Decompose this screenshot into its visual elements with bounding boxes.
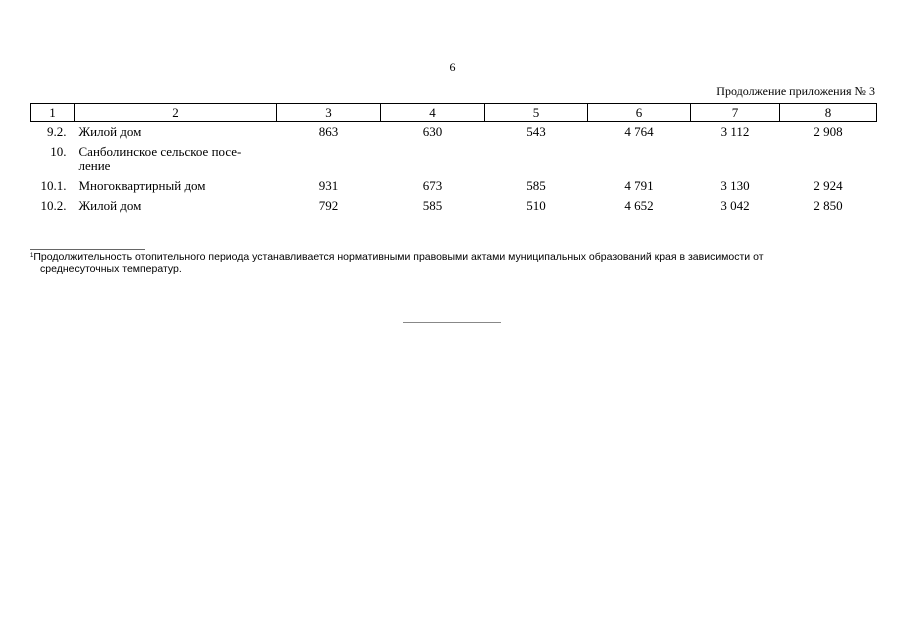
column-header: 8 [780,104,877,122]
cell-value: 863 [318,124,339,139]
footnote-marker: 1 [30,253,34,259]
end-divider [403,322,501,323]
cell-value: 3 042 [720,198,750,213]
cell-value: 2 924 [813,178,843,193]
table-row [31,196,877,216]
footnote-text: Продолжительность отопительного периода устанавливается нормативными правовыми актами муниципальных образований края в зависимости от [33,251,764,263]
column-header: 1 [31,104,75,122]
cell-value: 4 652 [624,198,654,213]
footnote-divider [30,249,145,250]
continuation-label: Продолжение приложения № 3 [716,84,875,98]
column-header: 4 [381,104,485,122]
cell-value: 4 791 [624,178,654,193]
row-name: Жилой дом [78,198,142,213]
row-name: Многоквартирный дом [78,178,206,193]
table-header-row [31,104,877,122]
row-name: Жилой дом [78,124,142,139]
cell-value: 4 764 [624,124,654,139]
cell-value: 585 [526,178,546,193]
cell-value: 585 [422,198,443,213]
data-table [30,103,877,216]
table-row [31,176,877,196]
cell-value: 3 130 [720,178,750,193]
row-name-line: Санболинское сельское посе- [78,144,242,159]
cell-value: 510 [526,198,546,213]
footnote [30,251,875,275]
row-number: 10.2. [40,198,67,213]
column-header: 2 [75,104,277,122]
cell-value: 2 908 [813,124,843,139]
cell-value: 630 [422,124,443,139]
row-number: 10.1. [40,178,67,193]
cell-value: 2 850 [813,198,843,213]
cell-value: 673 [422,178,443,193]
footnote-text-continuation: среднесуточных температур. [40,263,182,275]
cell-value: 3 112 [720,124,750,139]
row-name-line: ление [78,158,111,173]
cell-value: 931 [318,178,339,193]
cell-value: 543 [526,124,546,139]
row-number: 9.2. [47,124,67,139]
column-header: 7 [691,104,780,122]
page-number: 6 [449,60,456,74]
table-row [31,142,877,176]
cell-value: 792 [318,198,339,213]
table-row [31,122,877,143]
column-header: 6 [588,104,691,122]
column-header: 5 [485,104,588,122]
column-header: 3 [277,104,381,122]
row-number: 10. [50,144,67,159]
row-name [75,142,277,176]
